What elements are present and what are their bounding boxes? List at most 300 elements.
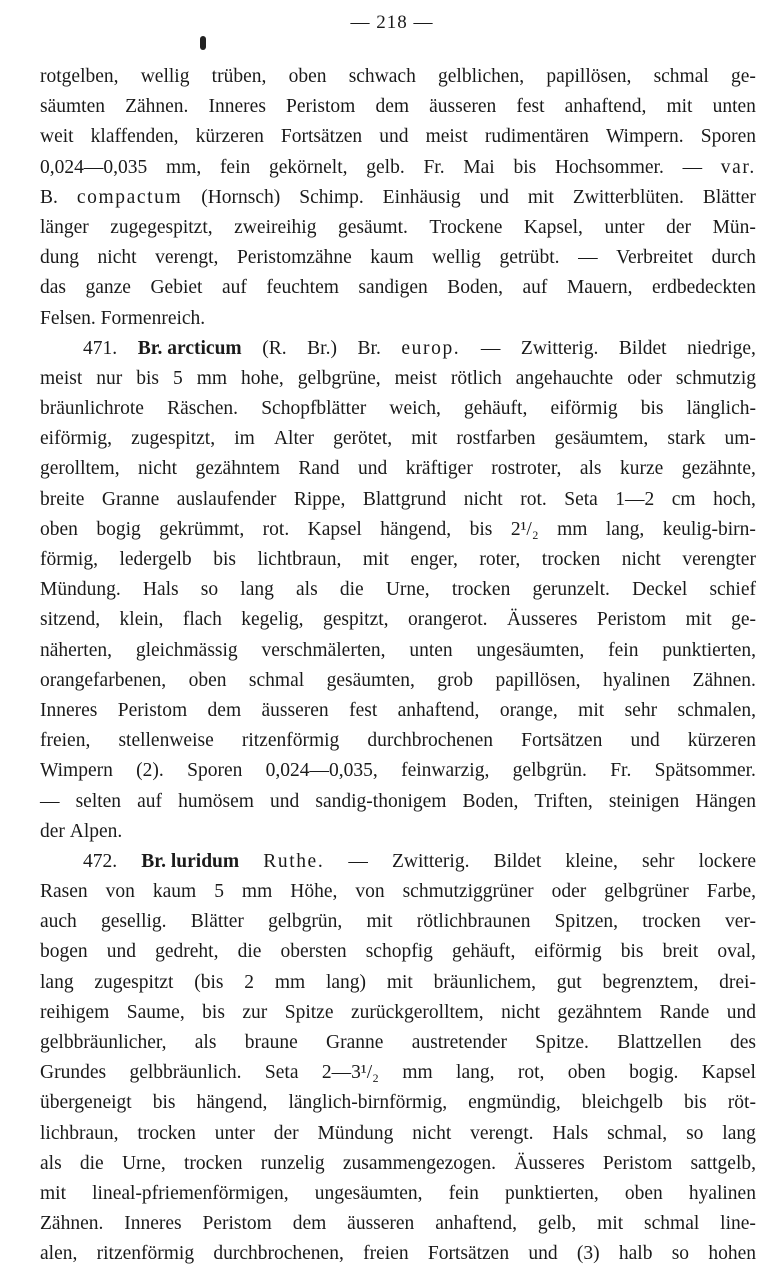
- word: enger,: [410, 549, 458, 570]
- word: mit: [411, 428, 438, 450]
- word: gelb.: [366, 156, 405, 178]
- word: —: [480, 337, 501, 359]
- word: verschmälerten,: [261, 639, 386, 661]
- word: steinigen: [608, 790, 680, 812]
- word: zusammengezogen.: [342, 1152, 497, 1174]
- word: im: [234, 428, 255, 450]
- word: oben: [624, 1182, 663, 1204]
- word: 2—3¹/₂: [321, 1062, 379, 1084]
- word: zurückgerolltem,: [350, 1001, 484, 1023]
- word: gesellig.: [101, 911, 167, 933]
- word: Gebiet: [150, 277, 203, 299]
- text-line: [40, 998, 756, 1028]
- word: meist: [425, 126, 468, 148]
- word: Sporen: [187, 760, 243, 782]
- word: Rande: [659, 1001, 710, 1023]
- word: Rand: [298, 458, 340, 480]
- word: sandig-thonigem: [315, 790, 447, 812]
- word: (3): [576, 1243, 600, 1265]
- word: unter: [214, 1122, 255, 1144]
- word: das: [40, 277, 66, 299]
- text-line: [40, 756, 756, 786]
- word: gehäuft,: [463, 398, 528, 420]
- word: gelb,: [537, 1213, 577, 1235]
- word: lang,: [456, 1062, 495, 1084]
- word: unter: [604, 216, 645, 238]
- word: gerolltem,: [40, 458, 120, 480]
- word: runzelig: [260, 1152, 325, 1174]
- word: rostroter,: [491, 458, 562, 480]
- word: feinwarzig,: [401, 760, 490, 782]
- word: gelbgrün,: [268, 911, 343, 933]
- word: ge-: [731, 609, 756, 631]
- word: cm: [671, 488, 696, 510]
- word: anhaftend,: [397, 699, 480, 721]
- word: der: [273, 1122, 299, 1144]
- text-line: [40, 454, 756, 484]
- word: mm: [196, 367, 228, 389]
- word: mm: [241, 881, 273, 903]
- word: obersten: [280, 941, 347, 963]
- word: Äusseres: [507, 609, 578, 631]
- word: die: [79, 1152, 104, 1174]
- word: zugegespitzt,: [110, 216, 213, 238]
- word: Br.): [307, 337, 337, 359]
- word: ungesäumten,: [314, 1182, 423, 1204]
- word: B.: [40, 186, 58, 208]
- text-line: [40, 605, 756, 635]
- word: nicht: [412, 1122, 452, 1144]
- word: auslaufender: [176, 488, 277, 510]
- word: fein: [219, 156, 251, 178]
- word: freien,: [40, 730, 91, 752]
- word: ganze: [85, 277, 131, 299]
- word: Hals: [552, 1122, 589, 1144]
- word: mit: [362, 549, 389, 570]
- word: freien: [363, 1243, 409, 1265]
- text-line: [40, 273, 756, 303]
- text-line: [40, 153, 756, 183]
- word: Kapsel: [701, 1062, 756, 1084]
- word: und: [630, 730, 660, 752]
- text-line: [40, 62, 756, 92]
- word: Mai: [463, 156, 495, 178]
- species-name: Br. arcticum: [137, 337, 242, 359]
- word: mit: [527, 186, 554, 208]
- text-line: [40, 877, 756, 907]
- word: gelbbräunlich.: [129, 1062, 242, 1084]
- word: Mün-: [712, 216, 756, 238]
- word: bräunlichrote: [40, 398, 144, 420]
- word: gespitzt,: [323, 609, 389, 631]
- word: oval,: [717, 941, 756, 963]
- word: schwach: [348, 66, 416, 87]
- word: —: [578, 247, 598, 269]
- text-line: [40, 968, 756, 998]
- word: lang,: [605, 518, 645, 540]
- text-line: [40, 545, 756, 575]
- word: gelbgrün.: [512, 760, 587, 782]
- word: erdbedeckten: [651, 277, 756, 299]
- word: Felsen.: [40, 307, 96, 329]
- text-line: [40, 817, 756, 847]
- word: alen,: [40, 1243, 78, 1265]
- word: halb: [618, 1243, 653, 1265]
- word: durchbrochenen,: [213, 1243, 344, 1265]
- word: Fortsätzen: [521, 730, 603, 752]
- word: eiförmig,: [40, 428, 113, 450]
- word: kleine,: [565, 850, 618, 872]
- word: fest: [516, 96, 545, 118]
- word: feuchtem: [266, 277, 339, 299]
- word: bis: [640, 398, 664, 420]
- word: sehr: [642, 850, 675, 872]
- word: hoch,: [713, 488, 756, 510]
- word: papillösen,: [546, 66, 632, 87]
- word: (R.: [262, 337, 287, 359]
- word: Schopfblätter: [261, 398, 367, 420]
- word: Bildet: [493, 850, 542, 872]
- word: mm: [274, 971, 306, 993]
- word: —: [682, 156, 703, 178]
- word: lang): [325, 971, 367, 993]
- word: braune: [244, 1032, 298, 1053]
- word: Blattzellen: [617, 1032, 702, 1053]
- word: Fr.: [423, 156, 445, 178]
- word: als: [194, 1032, 217, 1053]
- word: dem: [375, 96, 410, 118]
- word: zweireihig: [234, 216, 317, 238]
- word: durchbrochenen: [367, 730, 494, 752]
- text-line: [40, 907, 756, 937]
- word: als: [579, 458, 602, 480]
- word: schmal: [248, 669, 305, 691]
- text-line: [40, 424, 756, 454]
- word: oben: [288, 66, 327, 87]
- word: sehr: [624, 699, 658, 721]
- word: bis: [213, 549, 236, 570]
- word: Zwitterig.: [392, 850, 470, 872]
- word: hängend,: [380, 518, 452, 540]
- word: nicht: [463, 488, 503, 510]
- word: Inneres: [40, 699, 98, 721]
- word: gerunzelt.: [532, 579, 610, 601]
- word: oben: [567, 1062, 606, 1084]
- word: bis: [513, 156, 537, 178]
- word: förmig,: [40, 549, 98, 570]
- word: begrenztem,: [602, 971, 699, 993]
- word: Höhe,: [290, 881, 338, 903]
- word: mit: [666, 96, 693, 118]
- word: Schimp.: [299, 186, 364, 208]
- word: und: [479, 186, 509, 208]
- word: verengt.: [470, 1122, 534, 1144]
- word: gezähntem: [195, 458, 280, 480]
- word: mm,: [165, 156, 202, 178]
- word: 5: [214, 881, 224, 903]
- word: Mündung.: [40, 579, 121, 601]
- word: Peristom: [202, 1213, 272, 1235]
- word: oder: [627, 367, 662, 389]
- word: kräftiger: [405, 458, 473, 480]
- word: Kapsel,: [523, 216, 583, 238]
- text-line: [40, 847, 756, 877]
- word: (bis: [194, 971, 224, 993]
- word: klaffenden,: [90, 126, 179, 148]
- word: gelbgrüner: [604, 881, 689, 903]
- word: verengt,: [155, 247, 219, 269]
- text-line: [40, 937, 756, 967]
- word: bis: [202, 1001, 225, 1023]
- word: 2¹/₂: [510, 518, 539, 540]
- word: gezähntem: [557, 1001, 642, 1023]
- word: meist: [40, 367, 83, 389]
- word: sattgelb,: [690, 1152, 756, 1174]
- word: getrübt.: [499, 247, 560, 269]
- word: Zähnen.: [125, 96, 189, 118]
- word: Alpen.: [69, 820, 123, 842]
- word: als: [40, 1152, 62, 1174]
- word: fein: [608, 639, 639, 661]
- word: Peristom: [286, 96, 356, 118]
- text-line: [40, 122, 756, 152]
- word: Deckel: [632, 579, 688, 601]
- word: Zwitterblüten.: [572, 186, 684, 208]
- text-line: [40, 1058, 756, 1088]
- word: gut: [556, 971, 582, 993]
- text-line: [40, 666, 756, 696]
- word: schmalen,: [677, 699, 756, 721]
- text-line: [40, 787, 756, 817]
- word: austretender: [411, 1032, 508, 1053]
- word: anhaftend,: [564, 96, 647, 118]
- word: meist: [394, 367, 437, 389]
- word: oben: [188, 669, 227, 691]
- word: länglich-birnförmig,: [288, 1092, 448, 1114]
- word: oben: [40, 518, 78, 540]
- word: von: [105, 881, 135, 903]
- word: ledergelb: [119, 549, 192, 570]
- word: 5: [172, 367, 183, 389]
- word: ritzenförmig: [96, 1243, 195, 1265]
- word: bleichgelb: [581, 1092, 663, 1114]
- word: und: [726, 1001, 756, 1023]
- word: Zähnen.: [40, 1213, 104, 1235]
- word: gezähnte,: [681, 458, 756, 480]
- word: bogen: [40, 941, 88, 963]
- word: var.: [720, 156, 756, 178]
- word: schief: [709, 579, 756, 601]
- word: röt-: [727, 1092, 756, 1114]
- text-line: [40, 636, 756, 666]
- word: bogig.: [629, 1062, 679, 1084]
- word: Wimpern.: [605, 126, 684, 148]
- word: Rasen: [40, 881, 88, 903]
- word: mit: [40, 1182, 67, 1204]
- word: (Hornsch): [201, 186, 281, 208]
- word: hohen: [708, 1243, 756, 1265]
- word: gekörnelt,: [269, 156, 348, 178]
- word: schmutzig: [675, 367, 756, 389]
- word: 0,024—0,035,: [265, 760, 378, 782]
- word: trocken: [451, 579, 511, 601]
- word: Fortsätzen: [280, 126, 363, 148]
- word: nur: [96, 367, 123, 389]
- word: Bildet: [618, 337, 667, 359]
- word: so: [200, 579, 219, 601]
- word: wellig: [432, 247, 481, 269]
- text-line: [40, 1119, 756, 1149]
- word: klein,: [119, 609, 164, 631]
- word: lockere: [698, 850, 756, 872]
- word: auf: [522, 277, 548, 299]
- word: Kapsel: [307, 518, 362, 540]
- word: bis: [684, 1092, 707, 1114]
- word: nicht: [97, 247, 137, 269]
- word: Seta: [564, 488, 598, 510]
- word: selten: [75, 790, 122, 812]
- word: Ruthe.: [263, 850, 325, 872]
- word: Urne,: [121, 1152, 166, 1174]
- word: weich,: [389, 398, 441, 420]
- word: gerötet,: [333, 428, 393, 450]
- word: Inneres: [208, 96, 266, 118]
- word: und: [528, 1243, 558, 1265]
- word: bis: [152, 1092, 176, 1114]
- word: schmal: [644, 1213, 700, 1235]
- word: und: [358, 458, 388, 480]
- word: zugespitzt: [94, 971, 174, 993]
- word: Boden,: [462, 790, 519, 812]
- word: Granne: [101, 488, 160, 510]
- word: fein: [448, 1182, 479, 1204]
- word: trocken: [541, 549, 601, 570]
- word: Hochsommer.: [554, 156, 664, 178]
- word: orange,: [499, 699, 558, 721]
- word: trocken: [642, 911, 701, 933]
- word: und: [379, 126, 409, 148]
- word: kürzeren: [687, 730, 756, 752]
- word: rot.: [520, 488, 547, 510]
- word: bis: [136, 367, 159, 389]
- word: Spätsommer.: [654, 760, 756, 782]
- print-speck: [200, 36, 206, 50]
- word: Granne: [326, 1032, 384, 1053]
- word: Spitze: [284, 1001, 334, 1023]
- word: säumten: [40, 96, 105, 118]
- word: die: [237, 941, 262, 963]
- word: —: [40, 790, 60, 812]
- body-text: [40, 62, 756, 1270]
- word: kaum: [370, 247, 414, 269]
- word: Peristom: [602, 1152, 673, 1174]
- word: roter,: [479, 549, 521, 570]
- word: kürzeren: [195, 126, 264, 148]
- word: hängend,: [196, 1092, 268, 1114]
- word: ungesäumten,: [476, 639, 585, 661]
- word: breite: [40, 488, 85, 510]
- word: gelbbräunlicher,: [40, 1032, 167, 1053]
- word: rudimentären: [484, 126, 589, 148]
- word: drei-: [719, 971, 756, 993]
- word: hohe,: [241, 367, 284, 389]
- word: rötlich: [450, 367, 502, 389]
- word: lang: [722, 1122, 756, 1144]
- word: Wimpern: [40, 760, 113, 782]
- word: lichtbraun,: [257, 549, 342, 570]
- word: nicht: [501, 1001, 541, 1023]
- word: lichbraun,: [40, 1122, 119, 1144]
- word: line-: [720, 1213, 756, 1235]
- word: Zähnen.: [692, 669, 756, 691]
- word: die: [339, 579, 364, 601]
- word: nicht: [621, 549, 661, 570]
- word: 1—2: [615, 488, 655, 510]
- word: auch: [40, 911, 77, 933]
- word: Mündung: [317, 1122, 394, 1144]
- text-line: [40, 243, 756, 273]
- word: gleichmässig: [135, 639, 238, 661]
- word: sitzend,: [40, 609, 101, 631]
- word: Urne,: [385, 579, 430, 601]
- word: punktierten,: [662, 639, 756, 661]
- word: angehauchte: [515, 367, 614, 389]
- word: rostfarben: [456, 428, 536, 450]
- word: 2: [244, 971, 255, 993]
- word: bis: [620, 941, 644, 963]
- word: lang: [240, 579, 274, 601]
- text-line: [40, 515, 756, 545]
- word: bis: [469, 518, 493, 540]
- word: gesäumt.: [338, 216, 408, 238]
- word: Fr.: [610, 760, 632, 782]
- word: engmündig,: [468, 1092, 561, 1114]
- word: Grundes: [40, 1062, 107, 1084]
- text-line: [40, 92, 756, 122]
- word: auf: [137, 790, 163, 812]
- text-line: [40, 213, 756, 243]
- word: orangerot.: [407, 609, 488, 631]
- word: gedreht,: [155, 941, 219, 963]
- word: eiförmig: [534, 941, 602, 963]
- word: bräunlichem,: [433, 971, 536, 993]
- word: mit: [597, 1213, 624, 1235]
- word: Hängen: [695, 790, 756, 812]
- word: schmutziggrüner: [402, 881, 534, 903]
- word: so: [671, 1243, 690, 1265]
- word: oder: [551, 881, 587, 903]
- word: Verbreitet: [616, 247, 693, 269]
- word: gelbgrüne,: [297, 367, 381, 389]
- word: Zwitterig.: [520, 337, 599, 359]
- word: ritzenförmig: [241, 730, 340, 752]
- word: stark: [667, 428, 706, 450]
- word: flach: [182, 609, 222, 631]
- word: zur: [242, 1001, 268, 1023]
- word: Blattgrund: [362, 488, 447, 510]
- word: durch: [711, 247, 756, 269]
- word: der: [666, 216, 692, 238]
- word: fest: [349, 699, 378, 721]
- word: Triften,: [534, 790, 593, 812]
- word: Fortsätzen: [427, 1243, 510, 1265]
- word: nicht: [138, 458, 178, 480]
- page-number: — 218 —: [350, 12, 434, 33]
- word: als: [296, 579, 318, 601]
- word: Farbe,: [706, 881, 756, 903]
- word: dem: [207, 699, 242, 721]
- word: und: [106, 941, 137, 963]
